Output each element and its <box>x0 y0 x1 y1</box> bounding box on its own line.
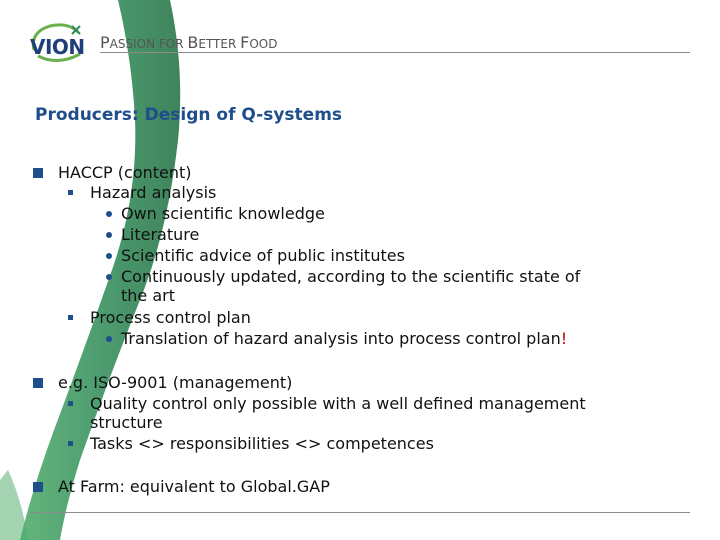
bullet-haccp: HACCP (content) <box>58 163 192 182</box>
sub-bullet-hazard-analysis: Hazard analysis <box>90 183 217 202</box>
bullet-at-farm: At Farm: equivalent to Global.GAP <box>58 477 330 496</box>
item-literature: Literature <box>121 225 200 244</box>
sub-bullet-process-control: Process control plan <box>90 308 251 327</box>
dot-bullet-icon <box>106 274 112 280</box>
sub-bullet-icon <box>68 441 73 446</box>
bullet-square-icon <box>33 168 43 178</box>
item-own-knowledge: Own scientific knowledge <box>121 204 325 223</box>
sub-bullet-tasks: Tasks <> responsibilities <> competences <box>90 434 434 453</box>
sub-bullet-icon <box>68 401 73 406</box>
item-continuously-updated: Continuously updated, according to the scientific state of <box>121 267 581 286</box>
footer-divider <box>30 512 690 513</box>
slide-title: Producers: Design of Q-systems <box>35 105 343 125</box>
item-continuously-updated-cont: the art <box>121 286 175 305</box>
dot-bullet-icon <box>106 211 112 217</box>
sub-bullet-icon <box>68 190 73 195</box>
header-divider <box>100 52 690 53</box>
bullet-iso: e.g. ISO-9001 (management) <box>58 373 293 392</box>
bullet-square-icon <box>33 482 43 492</box>
sub-bullet-quality-control: Quality control only possible with a well defined management <box>90 394 586 413</box>
item-scientific-advice: Scientific advice of public institutes <box>121 246 405 265</box>
sub-bullet-quality-control-cont: structure <box>90 413 163 432</box>
sub-bullet-icon <box>68 315 73 320</box>
vion-logo <box>28 20 92 66</box>
dot-bullet-icon <box>106 336 112 342</box>
bullet-square-icon <box>33 378 43 388</box>
dot-bullet-icon <box>106 232 112 238</box>
exclamation-mark: ! <box>560 329 568 348</box>
tagline: PASSION FOR BETTER FOOD <box>100 33 278 52</box>
item-translation: Translation of hazard analysis into process control plan! <box>121 329 568 348</box>
logo-wordmark: VION <box>30 35 85 59</box>
dot-bullet-icon <box>106 253 112 259</box>
